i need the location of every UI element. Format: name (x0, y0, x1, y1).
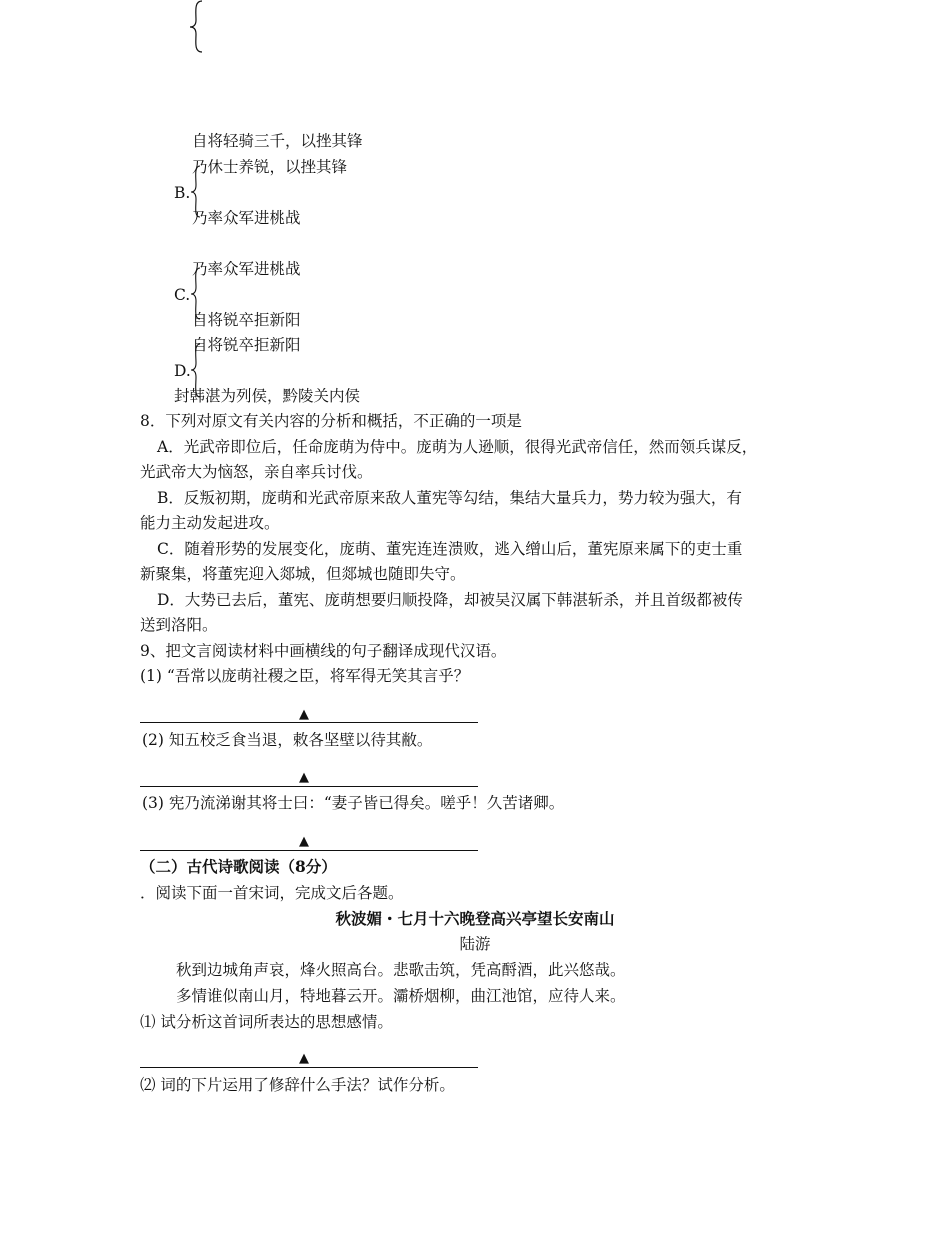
q8-option-a-2: 光武帝大为恼怒，亲自率兵讨伐。 (140, 463, 373, 481)
option-d-line-2: 封韩湛为列侯，黔陵关内侯 (174, 387, 361, 405)
q8-option-d-1: D．大势已去后，董宪、庞萌想要归顺投降，却被吴汉属下韩湛斩杀，并且首级都被传 (157, 591, 743, 609)
option-c-label: C. (174, 286, 191, 304)
answer-marker-1: ▲ (299, 707, 309, 722)
q9-stem: 9、把文言阅读材料中画横线的句子翻译成现代汉语。 (140, 642, 507, 660)
q8-option-b-1: B．反叛初期，庞萌和光武帝原来敌人董宪等勾结，集结大量兵力，势力较为强大，有 (157, 489, 742, 507)
q8-option-a-1: A．光武帝即位后，任命庞萌为侍中。庞萌为人逊顺，很得光武帝信任，然而领兵谋反， (157, 438, 758, 456)
option-d-line-1: 自将锐卒拒新阳 (192, 336, 301, 354)
poetry-question-1: ⑴ 试分析这首词所表达的思想感情。 (140, 1013, 393, 1031)
answer-line-3[interactable] (140, 850, 478, 851)
poem-author: 陆游 (459, 935, 491, 953)
option-b-line-1: 自将轻骑三千，以挫其锋 (192, 132, 363, 150)
poem-line-1: 秋到边城角声哀，烽火照高台。悲歌击筑，凭高酹酒，此兴悠哉。 (176, 961, 626, 979)
answer-marker-4: ▲ (299, 1051, 309, 1066)
option-b-label: B. (174, 184, 191, 202)
q8-option-b-2: 能力主动发起进攻。 (140, 514, 280, 532)
option-d-label: D. (174, 362, 191, 380)
option-c-line-2: 自将锐卒拒新阳 (192, 311, 301, 329)
q8-stem: 8．下列对原文有关内容的分析和概括，不正确的一项是 (140, 412, 522, 430)
answer-line-4[interactable] (140, 1067, 478, 1068)
q9-sentence-2: (2) 知五校乏食当退，敕各坚壁以待其敝。 (142, 731, 433, 749)
option-b-line-3: 乃率众军进桃战 (192, 209, 301, 227)
option-b-line-2: 乃休士养锐，以挫其锋 (192, 158, 348, 176)
q9-sentence-3: (3) 宪乃流涕谢其将士曰：“妻子皆已得矣。嗟乎！久苦诸卿。 (142, 794, 565, 812)
q9-sentence-1: (1) “吾常以庞萌社稷之臣，将军得无笑其言乎？ (140, 667, 470, 685)
q8-option-c-1: C．随着形势的发展变化，庞萌、董宪连连溃败，逃入缯山后，董宪原来属下的吏士重 (157, 540, 743, 558)
top-brace-icon (186, 0, 206, 54)
q8-option-c-2: 新聚集，将董宪迎入郯城，但郯城也随即失守。 (140, 565, 466, 583)
poetry-instruction: ．阅读下面一首宋词，完成文后各题。 (140, 884, 404, 902)
poetry-section-heading: （二）古代诗歌阅读（8分） (140, 857, 337, 876)
answer-marker-3: ▲ (299, 834, 309, 849)
answer-line-2[interactable] (140, 786, 478, 787)
poetry-question-2: ⑵ 词的下片运用了修辞什么手法？试作分析。 (140, 1076, 455, 1094)
q8-option-d-2: 送到洛阳。 (140, 616, 218, 634)
answer-line-1[interactable] (140, 722, 478, 723)
option-c-line-1: 乃率众军进桃战 (192, 260, 301, 278)
poem-line-2: 多情谁似南山月，特地暮云开。灞桥烟柳，曲江池馆，应待人来。 (176, 987, 626, 1005)
poem-title: 秋波媚・七月十六晚登高兴亭望长安南山 (335, 909, 615, 928)
answer-marker-2: ▲ (299, 770, 309, 785)
